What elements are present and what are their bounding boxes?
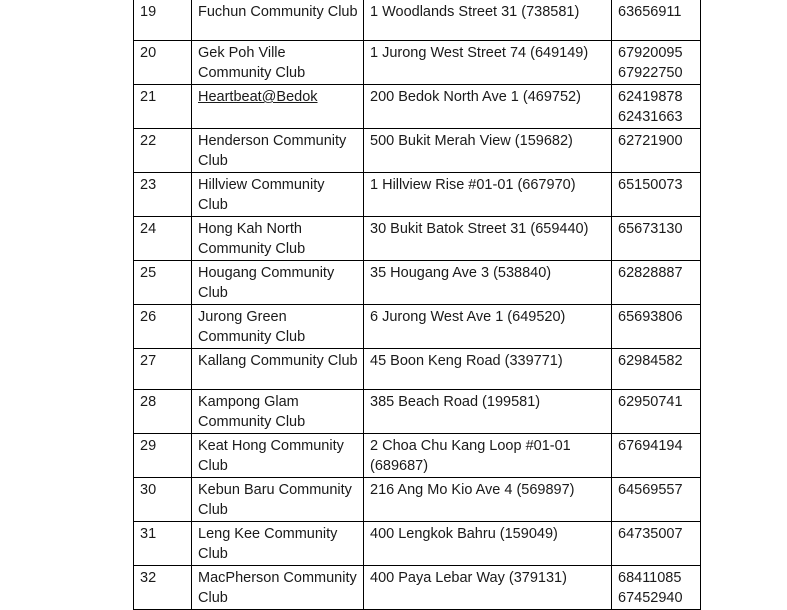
club-phone <box>612 41 701 85</box>
club-phone <box>612 217 701 261</box>
club-phone <box>612 390 701 434</box>
club-name: Keat Hong Community Club <box>192 434 364 478</box>
phone-number: 67452940 <box>618 589 683 606</box>
community-club-table <box>133 0 701 610</box>
club-name: Gek Poh Ville Community Club <box>192 41 364 85</box>
club-address: 216 Ang Mo Kio Ave 4 (569897) <box>364 478 612 522</box>
row-number: 24 <box>134 217 192 261</box>
phone-number: 67922750 <box>618 64 683 81</box>
table-row <box>134 41 701 85</box>
row-number: 25 <box>134 261 192 305</box>
phone-number: 65693806 <box>618 309 683 325</box>
club-name: Hong Kah North Community Club <box>192 217 364 261</box>
row-number: 21 <box>134 85 192 129</box>
club-phone <box>612 173 701 217</box>
row-number: 19 <box>134 0 192 41</box>
club-name: Kallang Community Club <box>192 349 364 390</box>
phone-number: 67694194 <box>618 438 683 454</box>
phone-number: 62828887 <box>618 265 683 281</box>
phone-number: 67920095 <box>618 45 683 61</box>
table-row <box>134 0 701 41</box>
table-row <box>134 173 701 217</box>
club-phone <box>612 85 701 129</box>
club-name <box>192 85 364 129</box>
club-phone <box>612 478 701 522</box>
club-name: Hillview Community Club <box>192 173 364 217</box>
club-phone <box>612 522 701 566</box>
club-address: 45 Boon Keng Road (339771) <box>364 349 612 390</box>
row-number: 31 <box>134 522 192 566</box>
club-name: Kebun Baru Community Club <box>192 478 364 522</box>
phone-number: 62950741 <box>618 394 683 410</box>
club-phone <box>612 434 701 478</box>
table-row <box>134 478 701 522</box>
club-name: Kampong Glam Community Club <box>192 390 364 434</box>
row-number: 28 <box>134 390 192 434</box>
club-phone <box>612 261 701 305</box>
table-row <box>134 217 701 261</box>
club-address: 1 Jurong West Street 74 (649149) <box>364 41 612 85</box>
club-name: Hougang Community Club <box>192 261 364 305</box>
row-number: 32 <box>134 566 192 610</box>
club-name-link[interactable]: Heartbeat@Bedok <box>198 89 318 105</box>
club-phone <box>612 349 701 390</box>
table-row <box>134 434 701 478</box>
phone-number: 64735007 <box>618 526 683 542</box>
club-phone <box>612 0 701 41</box>
phone-number: 63656911 <box>618 4 682 20</box>
club-address: 1 Hillview Rise #01-01 (667970) <box>364 173 612 217</box>
phone-number: 62984582 <box>618 353 683 369</box>
row-number: 27 <box>134 349 192 390</box>
club-address: 2 Choa Chu Kang Loop #01-01 (689687) <box>364 434 612 478</box>
club-address: 6 Jurong West Ave 1 (649520) <box>364 305 612 349</box>
club-name: MacPherson Community Club <box>192 566 364 610</box>
table-row <box>134 390 701 434</box>
club-address: 500 Bukit Merah View (159682) <box>364 129 612 173</box>
club-phone <box>612 129 701 173</box>
table-row <box>134 129 701 173</box>
phone-number: 68411085 <box>618 570 682 586</box>
club-address: 400 Lengkok Bahru (159049) <box>364 522 612 566</box>
club-name: Jurong Green Community Club <box>192 305 364 349</box>
row-number: 23 <box>134 173 192 217</box>
club-address: 35 Hougang Ave 3 (538840) <box>364 261 612 305</box>
phone-number: 65673130 <box>618 221 683 237</box>
table-row <box>134 522 701 566</box>
row-number: 26 <box>134 305 192 349</box>
phone-number: 62721900 <box>618 133 683 149</box>
club-address: 30 Bukit Batok Street 31 (659440) <box>364 217 612 261</box>
phone-number: 62431663 <box>618 108 683 125</box>
club-address: 1 Woodlands Street 31 (738581) <box>364 0 612 41</box>
phone-number: 65150073 <box>618 177 683 193</box>
club-name: Henderson Community Club <box>192 129 364 173</box>
row-number: 22 <box>134 129 192 173</box>
club-address: 200 Bedok North Ave 1 (469752) <box>364 85 612 129</box>
club-phone <box>612 566 701 610</box>
row-number: 29 <box>134 434 192 478</box>
club-address: 400 Paya Lebar Way (379131) <box>364 566 612 610</box>
club-name: Leng Kee Community Club <box>192 522 364 566</box>
phone-number: 64569557 <box>618 482 683 498</box>
table-row <box>134 566 701 610</box>
row-number: 20 <box>134 41 192 85</box>
row-number: 30 <box>134 478 192 522</box>
phone-number: 62419878 <box>618 89 683 105</box>
table-row <box>134 261 701 305</box>
club-address: 385 Beach Road (199581) <box>364 390 612 434</box>
table-row <box>134 305 701 349</box>
table-row <box>134 85 701 129</box>
club-phone <box>612 305 701 349</box>
table-body <box>134 0 701 610</box>
table-row <box>134 349 701 390</box>
club-name: Fuchun Community Club <box>192 0 364 41</box>
